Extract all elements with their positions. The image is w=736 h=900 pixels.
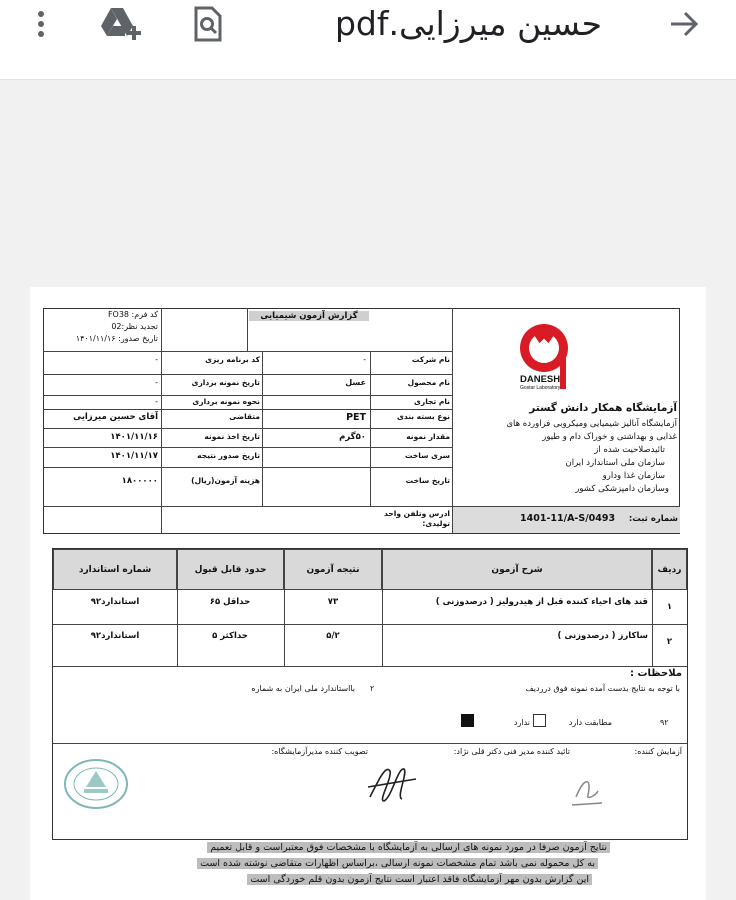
registration-number: 1401-11/A-S/0493: [520, 513, 616, 524]
lab-name: آزمایشگاه همکار دانش گستر: [529, 402, 677, 414]
lab-description-2: غذایی و بهداشتی و خوراک دام و طیور: [542, 432, 677, 442]
search-document-icon[interactable]: [188, 0, 228, 48]
logo-subtext: Gostar Laboratory: [520, 385, 561, 391]
label-product: نام محصول: [407, 378, 450, 387]
header-row-no: ردیف: [652, 549, 687, 590]
conforms-checkbox[interactable]: [533, 714, 546, 727]
row-2-description: ساکارز ( درصدوزنی ): [557, 631, 648, 641]
value-receipt-date: ۱۴۰۱/۱۱/۱۶: [110, 432, 158, 442]
form-code: کد فرم: FO38: [107, 310, 158, 319]
lab-org-3: وسازمان دامپزشکی کشور: [575, 484, 669, 494]
revision-number: تجدید نظر:02: [111, 322, 158, 331]
value-sampling-method: -: [155, 397, 158, 406]
row-2-no: ۲: [666, 637, 673, 647]
report-page: [30, 287, 706, 900]
tester-signature: [562, 765, 612, 815]
label-sample-amount: مقدار نمونه: [406, 432, 450, 441]
label-applicant: متقاضی: [229, 412, 260, 421]
notes-not-conforms-label: ندارد: [513, 718, 530, 727]
label-company: نام شرکت: [411, 355, 450, 364]
row-2-limit: حداکثر ۵: [212, 631, 248, 641]
notes-heading: ملاحظات :: [629, 668, 682, 679]
approver-label: تائید کننده مدیر فنی دکتر قلی نژاد:: [453, 747, 570, 756]
footer-line-1: نتایج آزمون صرفا در مورد نمونه های ارسالی به آزمایشگاه با مشخصات فوق معتبراست و قابل تعمیم: [207, 842, 610, 853]
label-result-date: تاریخ صدور نتیجه: [197, 451, 260, 460]
logo-bar: [560, 347, 566, 389]
label-address: ادرس وتلفن واحد تولیدی:: [384, 509, 450, 528]
row-2-standard: استاندارد۹۲: [90, 631, 140, 641]
value-test-cost: ۱۸۰۰۰۰۰: [121, 476, 158, 486]
header-limit: حدود قابل قبول: [177, 549, 284, 590]
label-receipt-date: تاریخ اخذ نمونه: [204, 432, 260, 441]
tester-label: آزمایش کننده:: [634, 747, 682, 756]
value-applicant: آقای حسین میرزایی: [73, 412, 158, 422]
row-1-no: ۱: [666, 602, 673, 612]
value-packaging: PET: [346, 412, 366, 423]
footer-line-3: این گزارش بدون مهر آزمایشگاه فاقد اعتبار است نتایج آزمون بدون قلم خوردگی است: [247, 874, 592, 885]
notes-row-number: ۲: [370, 684, 375, 693]
value-company: -: [363, 355, 366, 364]
row-2-result: ۵/۲: [326, 631, 340, 641]
row-1-standard: استاندارد۹۲: [90, 597, 140, 607]
registration-label: شماره ثبت:: [628, 514, 678, 524]
issue-date-header: تاریخ صدور: ۱۴۰۱/۱۱/۱۶: [75, 334, 158, 343]
value-sampling-date: -: [155, 378, 158, 387]
value-result-date: ۱۴۰۱/۱۱/۱۷: [110, 451, 158, 461]
google-drive-add-icon[interactable]: [98, 0, 144, 48]
label-batch: سری ساخت: [404, 451, 450, 460]
notes-line-1a: با توجه به نتایج بدست آمده نمونه فوق درردیف: [525, 684, 680, 693]
not-conforms-checkbox[interactable]: [461, 714, 474, 727]
label-test-cost: هزینه آزمون(ریال): [191, 476, 260, 485]
lab-stamp: [62, 757, 130, 811]
lab-approved-by: تائیدصلاحیت شده از: [594, 445, 665, 455]
report-title: گزارش آزمون شیمیایی: [249, 311, 369, 321]
overflow-menu-icon[interactable]: [26, 0, 56, 48]
header-description: شرح آزمون: [382, 549, 652, 590]
notes-conforms-label: مطابقت دارد: [568, 718, 612, 727]
approver-signature: [364, 757, 420, 809]
lab-org-1: سازمان ملی استاندارد ایران: [565, 458, 665, 468]
row-1-result: ۷۳: [327, 597, 339, 607]
label-sampling-date: تاریخ نمونه برداری: [191, 378, 260, 387]
notes-line-1c: بااستاندارد ملی ایران به شماره: [251, 684, 355, 693]
row-1-description: قند های احیاء کننده قبل از هیدرولیز ( درصدوزنی ): [435, 597, 648, 607]
row-1-limit: حداقل ۶۵: [209, 597, 251, 607]
ratifier-label: تصویب کننده مدیرآزمایشگاه:: [271, 747, 368, 756]
value-product: عسل: [345, 378, 366, 387]
document-title: حسین میرزایی.pdf: [334, 4, 602, 43]
label-sampling-method: نحوه نمونه برداری: [192, 397, 260, 406]
app-bar: [0, 0, 736, 80]
header-result: نتیجه آزمون: [284, 549, 382, 590]
label-planning-code: کد برنامه ریزی: [205, 355, 260, 364]
label-brand: نام تجاری: [414, 397, 450, 406]
label-production-date: تاریخ ساخت: [405, 476, 450, 485]
footer-line-2: به کل محموله نمی باشد تمام مشخصات نمونه ارسالی ،براساس اظهارات متقاضی نوشته شده است: [197, 858, 598, 869]
value-planning-code: -: [155, 355, 158, 364]
notes-standard-number: ۹۲: [660, 718, 669, 727]
header-standard: شماره استاندارد: [53, 549, 177, 590]
lab-org-2: سازمان غذا ودارو: [602, 471, 665, 481]
lab-description-1: آزمایشگاه آنالیز شیمیایی ومیکروبی فراورده های: [506, 419, 677, 429]
logo-text: DANESH: [520, 374, 561, 385]
label-packaging: نوع بسته بندی: [396, 412, 450, 421]
forward-arrow-icon[interactable]: [664, 0, 704, 48]
value-sample-amount: ۵۰گرم: [339, 432, 366, 442]
